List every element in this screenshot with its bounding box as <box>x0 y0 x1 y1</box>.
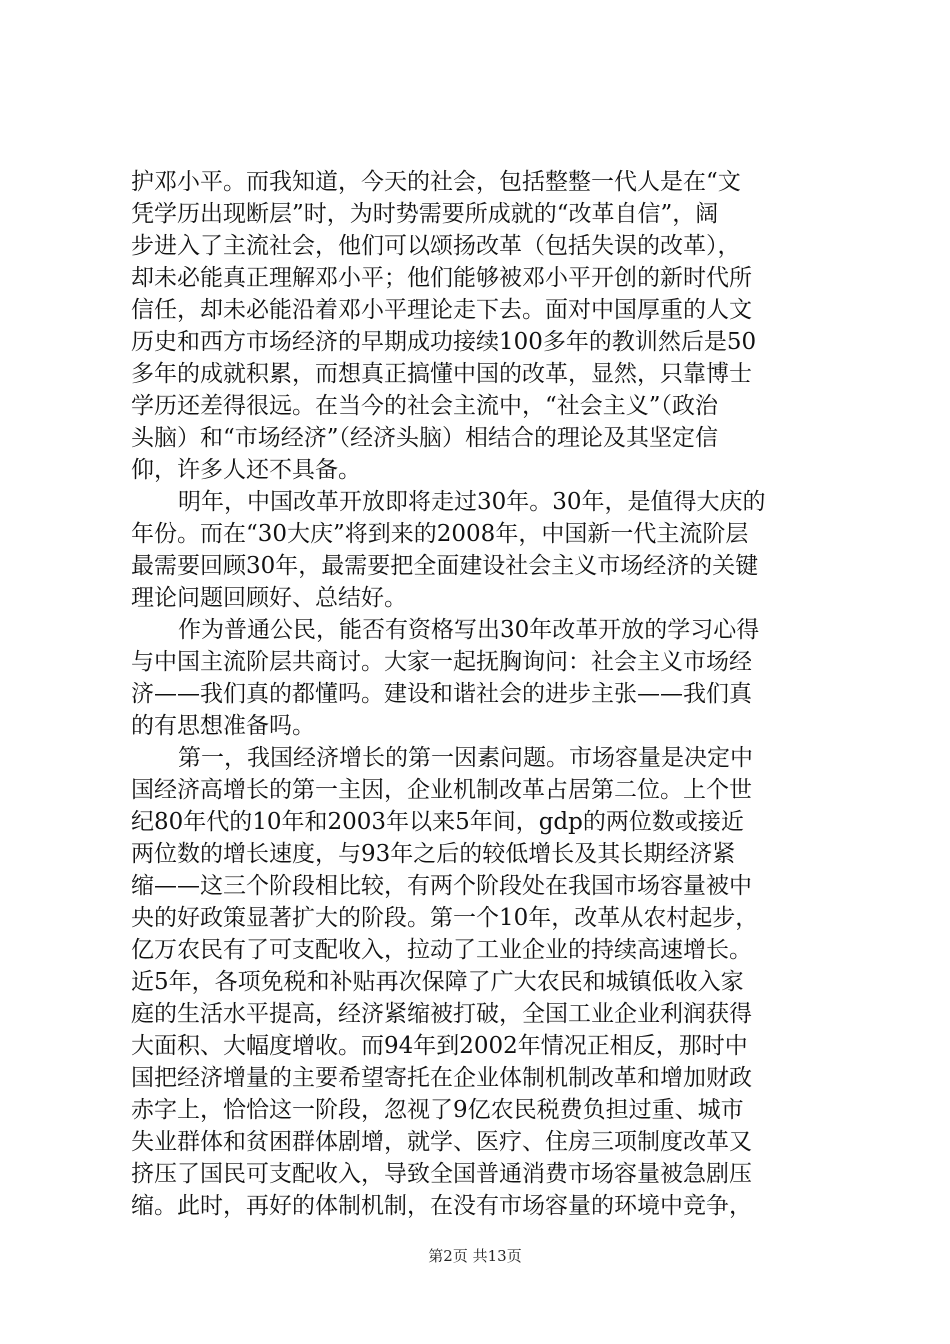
document-body <box>131 166 833 1222</box>
body-line: 学历还差得很远。在当今的社会主流中，“社会主义”（政治 <box>131 393 719 419</box>
body-line: 央的好政策显著扩大的阶段。第一个10年，改革从农村起步， <box>131 905 759 931</box>
body-line: 头脑）和“市场经济”（经济头脑）相结合的理论及其坚定信 <box>131 425 719 451</box>
body-line: 信任，却未必能沿着邓小平理论走下去。面对中国厚重的人文 <box>131 297 752 323</box>
body-line: 亿万农民有了可支配收入，拉动了工业企业的持续高速增长。 <box>131 937 752 963</box>
body-line: 近5年，各项免税和补贴再次保障了广大农民和城镇低收入家 <box>131 969 744 995</box>
body-line: 挤压了国民可支配收入，导致全国普通消费市场容量被急剧压 <box>131 1161 752 1187</box>
body-line: 凭学历出现断层”时，为时势需要所成就的“改革自信”，阔 <box>131 201 719 227</box>
body-line: 赤字上，恰恰这一阶段，忽视了9亿农民税费负担过重、城市 <box>131 1097 744 1123</box>
body-line: 仰，许多人还不具备。 <box>131 457 361 483</box>
body-line: 缩。此时，再好的体制机制，在没有市场容量的环境中竞争， <box>131 1193 752 1219</box>
body-line: 护邓小平。而我知道，今天的社会，包括整整一代人是在“文 <box>131 169 741 195</box>
body-line: 历史和西方市场经济的早期成功接续100多年的教训然后是50 <box>131 329 757 355</box>
body-line: 济——我们真的都懂吗。建设和谐社会的进步主张——我们真 <box>131 681 752 707</box>
body-line: 步进入了主流社会，他们可以颂扬改革（包括失误的改革）， <box>131 233 741 259</box>
body-line: 纪80年代的10年和2003年以来5年间，gdp的两位数或接近 <box>131 809 744 835</box>
body-line: 大面积、大幅度增收。而94年到2002年情况正相反，那时中 <box>131 1033 748 1059</box>
body-line: 年份。而在“30大庆”将到来的2008年，中国新一代主流阶层 <box>131 521 749 547</box>
body-line: 两位数的增长速度，与93年之后的较低增长及其长期经济紧 <box>131 841 736 867</box>
body-line: 多年的成就积累，而想真正搞懂中国的改革，显然，只靠博士 <box>131 361 752 387</box>
body-line: 第一，我国经济增长的第一因素问题。市场容量是决定中 <box>178 745 753 771</box>
page-number-footer: 第2页 共13页 <box>428 1247 522 1265</box>
body-line: 作为普通公民，能否有资格写出30年改革开放的学习心得 <box>178 617 760 643</box>
body-line: 庭的生活水平提高，经济紧缩被打破，全国工业企业利润获得 <box>131 1001 752 1027</box>
body-line: 国把经济增量的主要希望寄托在企业体制机制改革和增加财政 <box>131 1065 752 1091</box>
body-line: 却未必能真正理解邓小平；他们能够被邓小平开创的新时代所 <box>131 265 752 291</box>
body-line: 国经济高增长的第一主因，企业机制改革占居第二位。上个世 <box>131 777 752 803</box>
body-line: 与中国主流阶层共商讨。大家一起抚胸询问：社会主义市场经 <box>131 649 752 675</box>
body-line: 缩——这三个阶段相比较，有两个阶段处在我国市场容量被中 <box>131 873 752 899</box>
body-line: 失业群体和贫困群体剧增，就学、医疗、住房三项制度改革又 <box>131 1129 752 1155</box>
body-line: 的有思想准备吗。 <box>131 713 315 739</box>
body-line: 最需要回顾30年，最需要把全面建设社会主义市场经济的关键 <box>131 553 759 579</box>
body-line: 明年，中国改革开放即将走过30年。30年，是值得大庆的 <box>178 489 766 515</box>
body-line: 理论问题回顾好、总结好。 <box>131 585 407 611</box>
